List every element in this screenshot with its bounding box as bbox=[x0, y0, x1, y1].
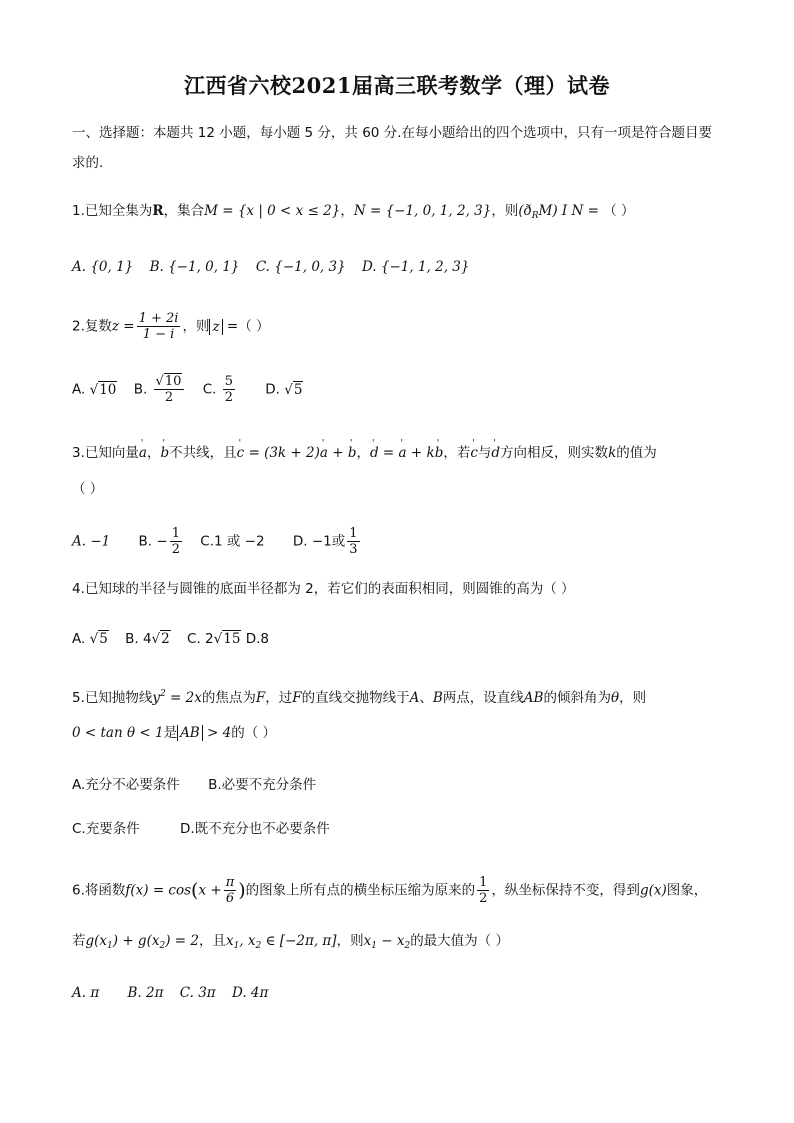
q6-g-end: ) = 2 bbox=[165, 933, 199, 949]
q5-option-c: C.充要条件 bbox=[72, 821, 140, 837]
q6-pi: π bbox=[225, 875, 235, 890]
q1-option-d: D. {−1, 1, 2, 3} bbox=[361, 259, 470, 275]
q3-vector-d-2: ' d bbox=[491, 443, 500, 463]
q3-option-b-den: 2 bbox=[171, 542, 180, 557]
q3-vector-d: ' d bbox=[370, 443, 379, 463]
q3-d-expr: = bbox=[378, 445, 399, 461]
question-5-options-row-2 bbox=[72, 819, 330, 839]
q1-text-a: 1.已知全集为 bbox=[72, 203, 153, 219]
q5-text-a: 5.已知抛物线 bbox=[72, 690, 153, 706]
q3-comma: ， bbox=[356, 445, 370, 461]
q2-option-b-radicand: 10 bbox=[164, 374, 182, 389]
q2-option-d-radicand: 5 bbox=[293, 381, 303, 398]
q3-c-expr: = (3k + 2) bbox=[244, 445, 320, 461]
q4-option-a-label: A. bbox=[72, 631, 86, 647]
q5-text-e: 两点，设直线 bbox=[442, 690, 524, 706]
q5-text-g: ，则 bbox=[619, 690, 647, 706]
q3-sep: ， bbox=[146, 445, 161, 461]
question-6-stem bbox=[72, 875, 707, 906]
q6-text-b: 的图象上所有点的横坐标压缩为原来的 bbox=[245, 882, 476, 899]
section-instructions-line-1: 一、选择题：本题共 12 小题，每小题 5 分，共 60 分.在每小题给出的四个选项中，只有一项是符合题目要 bbox=[72, 125, 712, 141]
q2-eq: = bbox=[222, 318, 239, 335]
q3-text-b: 不共线，且 bbox=[169, 445, 237, 461]
q1-set-R: R bbox=[152, 203, 164, 219]
q6-diff-x2-sub: 2 bbox=[404, 941, 411, 951]
q6-diff bbox=[364, 933, 411, 949]
q5-abs-AB: AB bbox=[177, 725, 203, 741]
q5-text-d: 的直线交抛物线于 bbox=[301, 690, 410, 706]
q5-shi: 是 bbox=[163, 725, 178, 741]
q3-vector-a-2: ' a bbox=[320, 443, 328, 463]
q6-paren: 的最大值为（ ） bbox=[410, 933, 509, 949]
q2-option-b-den: 2 bbox=[164, 390, 174, 405]
q3-option-c: C.1 或 −2 bbox=[200, 533, 265, 550]
q6-x-interval bbox=[226, 933, 337, 949]
q5-option-b: B.必要不充分条件 bbox=[208, 777, 317, 793]
q6-diff-x2: − x bbox=[376, 933, 405, 949]
q6-interval: ∈ [−2π, π] bbox=[261, 933, 337, 949]
question-1-options bbox=[72, 257, 470, 277]
question-2-options bbox=[72, 374, 303, 405]
q3-vector-b: ' b bbox=[160, 443, 169, 463]
q2-option-c-num: 5 bbox=[224, 374, 233, 389]
question-6-stem-line-2 bbox=[72, 931, 509, 956]
q3-text-a: 3.已知向量 bbox=[72, 445, 139, 461]
q2-denominator: 1 − i bbox=[142, 327, 175, 342]
q3-vector-a-3: ' a bbox=[399, 443, 407, 463]
q6-x2: , x bbox=[239, 933, 256, 949]
q5-theta: θ bbox=[610, 690, 620, 706]
q2-paren: （ ） bbox=[238, 318, 270, 335]
q3-vector-b-2: ' b bbox=[348, 443, 357, 463]
q6-g-x1-sub: 1 bbox=[107, 941, 113, 951]
question-4-options bbox=[72, 629, 269, 649]
q3-option-b-num: 1 bbox=[171, 526, 180, 541]
q6-fx: f(x) = cos bbox=[125, 882, 192, 899]
q3-option-d-label: D. −1或 bbox=[292, 533, 346, 550]
q4-option-b-sqrt: √2 bbox=[151, 631, 170, 647]
q3-kb: + k bbox=[406, 445, 435, 461]
q3-vector-a: ' a bbox=[139, 443, 147, 463]
q5-eq-rest: = 2x bbox=[165, 690, 202, 706]
question-5-stem-line-2 bbox=[72, 723, 276, 743]
question-3-stem bbox=[72, 443, 657, 463]
q6-half bbox=[477, 875, 489, 906]
q3-vector-c-2: ' c bbox=[470, 443, 478, 463]
q2-option-d-label: D. bbox=[265, 381, 280, 398]
q1-option-c: C. {−1, 0, 3} bbox=[255, 259, 346, 275]
q2-option-c-den: 2 bbox=[224, 390, 233, 405]
q5-F-2: F bbox=[292, 690, 302, 706]
q4-option-c-radicand: 15 bbox=[223, 631, 241, 647]
question-6-options bbox=[72, 983, 268, 1003]
q6-half-den: 2 bbox=[479, 891, 488, 906]
q5-B: B bbox=[432, 690, 443, 706]
q5-gt4: > 4 bbox=[202, 725, 232, 741]
q3-vector-b-3: ' b bbox=[435, 443, 444, 463]
q3-vector-c: ' c bbox=[237, 443, 245, 463]
q4-option-a-sqrt: √5 bbox=[89, 631, 108, 647]
q1-expr-b: M) I N = bbox=[538, 203, 599, 219]
q3-yu: 与 bbox=[477, 445, 492, 461]
q2-z-eq: z = bbox=[111, 318, 135, 335]
q1-text-c: ，则 bbox=[491, 203, 519, 219]
q6-inner-x: x + bbox=[198, 882, 222, 899]
q5-text-c: ，过 bbox=[265, 690, 293, 706]
q2-option-c-label: C. bbox=[202, 381, 217, 398]
q6-option-d: D. 4π bbox=[231, 985, 269, 1001]
q2-option-a-radicand: 10 bbox=[99, 381, 117, 398]
q6-diff-x1-sub: 1 bbox=[371, 941, 377, 951]
q5-AB: AB bbox=[523, 690, 544, 706]
question-2-stem bbox=[72, 311, 270, 342]
q4-option-d: D.8 bbox=[245, 631, 270, 647]
q5-eq-sup: 2 bbox=[160, 689, 166, 699]
q5-paren: 的（ ） bbox=[231, 725, 277, 741]
q5-A: A bbox=[409, 690, 420, 706]
q2-numerator: 1 + 2i bbox=[138, 311, 179, 326]
q5-text-b: 的焦点为 bbox=[201, 690, 256, 706]
q1-text-b: ，集合 bbox=[163, 203, 205, 219]
q1-option-b: B. {−1, 0, 1} bbox=[149, 259, 240, 275]
q3-option-a: A. −1 bbox=[72, 533, 111, 550]
q5-text-f: 的倾斜角为 bbox=[543, 690, 611, 706]
q6-g-x2-sub: 2 bbox=[159, 941, 166, 951]
q1-comma: ， bbox=[340, 203, 354, 219]
q6-text-a: 6.将函数 bbox=[72, 882, 126, 899]
q6-rparen: ) bbox=[238, 879, 246, 902]
q5-option-a: A.充分不必要条件 bbox=[72, 777, 180, 793]
question-5-stem bbox=[72, 684, 646, 708]
q2-option-b-sqrt: √10 bbox=[155, 374, 182, 389]
q6-option-c: C. 3π bbox=[179, 985, 216, 1001]
q3-option-b-label: B. − bbox=[138, 533, 168, 550]
q2-abs-z: z bbox=[209, 319, 222, 335]
q2-option-d-sqrt: √5 bbox=[284, 381, 303, 398]
q3-option-d-fraction bbox=[347, 526, 359, 557]
q1-expr-sub: R bbox=[531, 211, 539, 221]
q3-paren: （ ） bbox=[72, 481, 104, 497]
q2-text-b: ，则 bbox=[182, 318, 210, 335]
q5-tan-condition: 0 < tan θ < 1 bbox=[72, 725, 164, 741]
q6-diff-x1: x bbox=[363, 933, 372, 949]
q6-option-a: A. π bbox=[72, 985, 100, 1001]
question-1-stem bbox=[72, 201, 635, 226]
question-4-stem: 4.已知球的半径与圆锥的底面半径都为 2，若它们的表面积相同，则圆锥的高为（ ） bbox=[72, 581, 575, 597]
q2-option-b-fraction bbox=[154, 374, 185, 405]
q4-option-b-radicand: 2 bbox=[161, 631, 170, 647]
q6-six: 6 bbox=[225, 891, 235, 906]
q6-option-b: B. 2π bbox=[127, 985, 164, 1001]
q6-lparen: ( bbox=[191, 879, 199, 902]
q6-g-sum bbox=[86, 933, 199, 949]
q6-ze: ，则 bbox=[336, 933, 364, 949]
q1-set-M: M = {x | 0 < x ≤ 2} bbox=[204, 203, 341, 219]
q5-F: F bbox=[255, 690, 266, 706]
q5-eq bbox=[152, 690, 201, 706]
q3-k: k bbox=[608, 445, 617, 461]
q1-option-a: A. {0, 1} bbox=[72, 259, 134, 275]
q6-text-c: ，纵坐标保持不变，得到 bbox=[491, 882, 640, 899]
q6-ruo: 若 bbox=[72, 933, 86, 949]
q5-option-d: D.既不充分也不必要条件 bbox=[180, 821, 330, 837]
q3-text-e: 的值为 bbox=[616, 445, 657, 461]
q3-text-c: ，若 bbox=[443, 445, 471, 461]
q6-half-num: 1 bbox=[479, 875, 488, 890]
q2-fraction bbox=[137, 311, 181, 342]
section-instructions-line-2: 求的. bbox=[72, 155, 104, 171]
q2-option-c-fraction bbox=[223, 374, 235, 405]
q3-option-d-den: 3 bbox=[349, 542, 358, 557]
exam-title: 江西省六校2021届高三联考数学（理）试卷 bbox=[184, 73, 610, 98]
q1-paren: （ ） bbox=[603, 203, 635, 219]
q6-x2-sub: 2 bbox=[255, 941, 262, 951]
q5-eq-y: y bbox=[152, 690, 161, 706]
q6-qie: ，且 bbox=[198, 933, 226, 949]
q3-text-d: 方向相反，则实数 bbox=[500, 445, 609, 461]
q5-comma: 、 bbox=[419, 690, 433, 706]
q6-gx: g(x) bbox=[639, 882, 667, 899]
q4-option-b-label: B. 4 bbox=[125, 631, 152, 647]
question-3-options bbox=[72, 526, 362, 557]
q6-pi-over-6 bbox=[224, 875, 237, 906]
q1-expr bbox=[518, 203, 599, 219]
q6-g-mid: ) + g(x bbox=[112, 933, 160, 949]
q6-g-x1: g(x bbox=[85, 933, 108, 949]
q2-option-a-label: A. bbox=[72, 381, 86, 398]
q4-option-c-label: C. 2 bbox=[187, 631, 214, 647]
q1-set-N: N = {−1, 0, 1, 2, 3} bbox=[353, 203, 492, 219]
q6-x1-sub: 1 bbox=[233, 941, 240, 951]
q2-option-b-label: B. bbox=[133, 381, 148, 398]
q1-expr-a: (ð bbox=[518, 203, 532, 219]
q2-text-a: 2.复数 bbox=[72, 318, 112, 335]
q6-x1: x bbox=[225, 933, 234, 949]
q6-text-d: 图象， bbox=[666, 882, 708, 899]
q3-option-b-fraction bbox=[170, 526, 182, 557]
q3-plus: + bbox=[327, 445, 348, 461]
q3-option-d-num: 1 bbox=[349, 526, 358, 541]
q2-option-a-sqrt: √10 bbox=[89, 381, 117, 398]
question-5-options-row-1 bbox=[72, 775, 316, 795]
q4-option-c-sqrt: √15 bbox=[213, 631, 241, 647]
q4-option-a-radicand: 5 bbox=[99, 631, 108, 647]
